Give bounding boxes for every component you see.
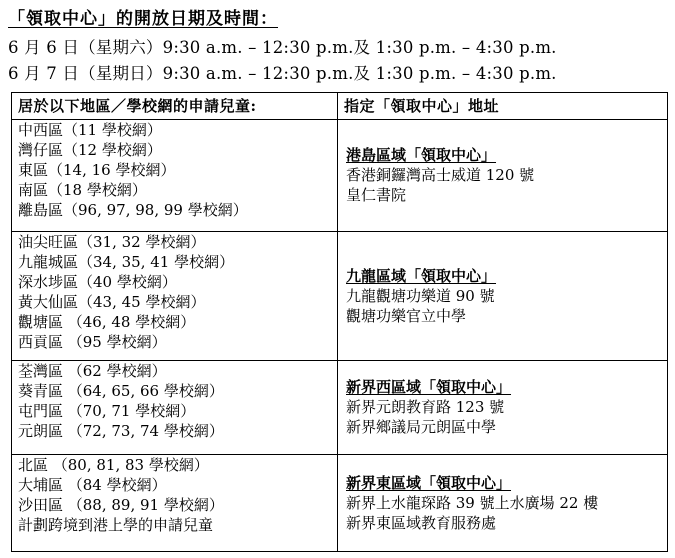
column-header-centre: 指定「領取中心」地址 xyxy=(338,93,668,120)
table-header-row xyxy=(12,93,668,120)
district-item: 葵青區 （64, 65, 66 學校網） xyxy=(18,382,224,401)
table-row xyxy=(12,361,668,454)
district-item: 北區 （80, 81, 83 學校網） xyxy=(18,455,209,474)
district-item: 油尖旺區（31, 32 學校網） xyxy=(18,232,206,251)
centre-venue: 皇仁書院 xyxy=(346,186,407,205)
district-item: 計劃跨境到港上學的申請兒童 xyxy=(18,515,214,534)
district-item: 離島區（96, 97, 98, 99 學校網） xyxy=(18,201,248,220)
centre-venue: 觀塘功樂官立中學 xyxy=(346,306,467,325)
table-row xyxy=(12,120,668,231)
district-item: 大埔區 （84 學校網） xyxy=(18,475,167,494)
centre-venue: 新界東區域教育服務處 xyxy=(346,513,497,532)
table-row xyxy=(12,454,668,551)
centre-name: 新界東區域「領取中心」 xyxy=(346,473,512,492)
district-item: 荃灣區 （62 學校網） xyxy=(18,362,167,381)
page-heading: 「領取中心」的開放日期及時間： xyxy=(8,9,278,29)
district-item: 灣仔區（12 學校網） xyxy=(18,141,162,160)
centre-address: 新界元朗教育路 123 號 xyxy=(346,398,505,417)
column-header-districts: 居於以下地區／學校網的申請兒童: xyxy=(12,93,338,120)
centre-name: 新界西區域「領取中心」 xyxy=(346,378,512,397)
centre-cell xyxy=(338,361,668,454)
district-item: 中西區（11 學校網） xyxy=(18,121,162,140)
district-item: 黃大仙區（43, 45 學校網） xyxy=(18,292,206,311)
district-list xyxy=(12,361,338,454)
collection-centre-table xyxy=(11,92,668,552)
centre-address: 新界上水龍琛路 39 號上水廣場 22 樓 xyxy=(346,493,599,512)
district-item: 九龍城區（34, 35, 41 學校網） xyxy=(18,252,235,271)
district-item: 東區（14, 16 學校網） xyxy=(18,161,176,180)
district-list xyxy=(12,120,338,231)
district-item: 觀塘區 （46, 48 學校網） xyxy=(18,312,196,331)
schedule-line: 6 月 7 日（星期日）9:30 a.m. – 12:30 p.m.及 1:30 p.m. – 4:30 p.m. xyxy=(8,64,557,83)
district-item: 深水埗區（40 學校網） xyxy=(18,272,177,291)
centre-address: 香港銅鑼灣高士威道 120 號 xyxy=(346,166,535,185)
centre-cell xyxy=(338,120,668,231)
district-item: 元朗區 （72, 73, 74 學校網） xyxy=(18,422,224,441)
centre-cell xyxy=(338,454,668,551)
centre-address: 九龍觀塘功樂道 90 號 xyxy=(346,286,495,305)
table-row xyxy=(12,231,668,361)
centre-name: 港島區域「領取中心」 xyxy=(346,146,497,165)
district-list xyxy=(12,454,338,551)
district-item: 屯門區 （70, 71 學校網） xyxy=(18,402,196,421)
schedule-line: 6 月 6 日（星期六）9:30 a.m. – 12:30 p.m.及 1:30 p.m. – 4:30 p.m. xyxy=(8,38,557,57)
district-item: 西貢區 （95 學校網） xyxy=(18,332,167,351)
district-list xyxy=(12,231,338,361)
centre-venue: 新界鄉議局元朗區中學 xyxy=(346,418,497,437)
district-item: 沙田區 （88, 89, 91 學校網） xyxy=(18,495,224,514)
centre-cell xyxy=(338,231,668,361)
centre-name: 九龍區域「領取中心」 xyxy=(346,266,497,285)
district-item: 南區（18 學校網） xyxy=(18,181,147,200)
